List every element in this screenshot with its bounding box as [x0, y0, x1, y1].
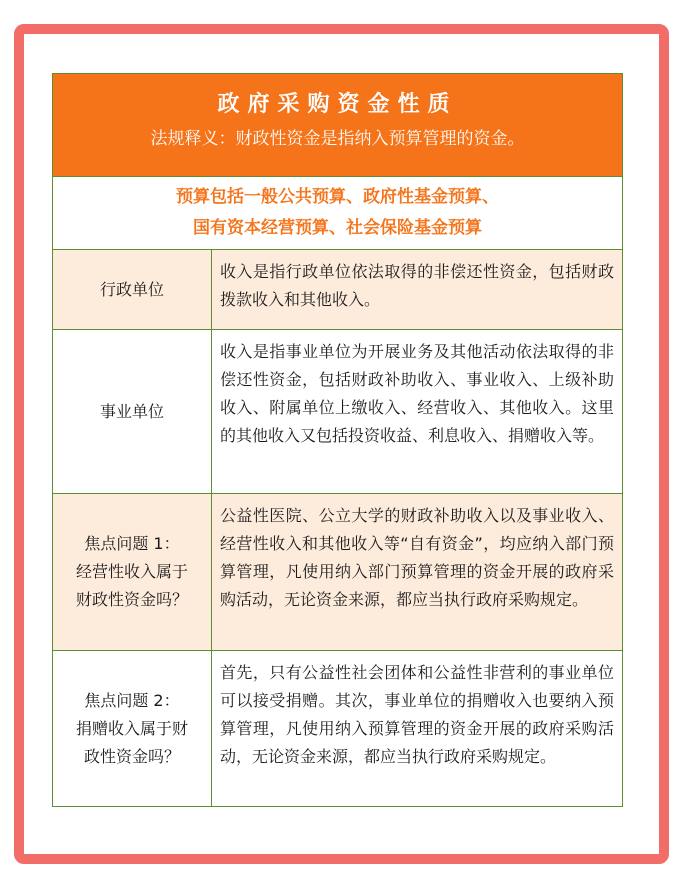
row-label-line: 行政单位	[99, 279, 164, 299]
row-label-line: 事业单位	[99, 401, 164, 421]
table-row	[53, 329, 622, 493]
row-description: 公益性医院、公立大学的财政补助收入以及事业收入、经营性收入和其他收入等“自有资金”，均应纳入部门预算管理，凡使用纳入部门预算管理的资金开展的政府采购活动，无论资金来源，都应当执行政府采购规定。	[220, 506, 614, 609]
budget-scope-line-2: 国有资本经营预算、社会保险基金预算	[193, 218, 482, 238]
row-label-line: 焦点问题 2：	[84, 690, 180, 710]
row-label-line: 焦点问题 1：	[84, 534, 180, 553]
row-label-line: 政性资金吗？	[83, 746, 180, 766]
table-row	[53, 249, 622, 329]
row-label-line: 财政性资金吗？	[75, 590, 188, 609]
row-description: 收入是指事业单位为开展业务及其他活动依法取得的非偿还性资金，包括财政补助收入、事业收入、上级补助收入、附属单位上缴收入、经营收入、其他收入。这里的其他收入又包括投资收益、利息收入、捐赠收入等。	[220, 342, 614, 445]
row-description: 首先，只有公益性社会团体和公益性非营利的事业单位可以接受捐赠。其次，事业单位的捐赠收入也要纳入预算管理，凡使用纳入预算管理的资金开展的政府采购活动，无论资金来源，都应当执行政府采购规定。	[220, 663, 614, 766]
row-label	[53, 494, 212, 650]
table-row	[53, 650, 622, 806]
header-subtitle: 法规释义：财政性资金是指纳入预算管理的资金。	[150, 129, 525, 149]
page-title: 政府采购资金性质	[217, 92, 458, 117]
row-label	[53, 651, 212, 806]
budget-scope-line-1: 预算包括一般公共预算、政府性基金预算、	[176, 187, 499, 207]
table-row	[53, 493, 622, 650]
budget-scope	[53, 176, 622, 249]
row-description: 收入是指行政单位依法取得的非偿还性资金，包括财政拨款收入和其他收入。	[220, 262, 614, 309]
row-label-line: 捐赠收入属于财	[75, 718, 188, 738]
row-label	[53, 250, 212, 329]
row-label-line: 经营性收入属于	[75, 562, 188, 581]
table-header	[53, 74, 622, 176]
row-label	[53, 330, 212, 493]
info-table	[52, 73, 623, 807]
